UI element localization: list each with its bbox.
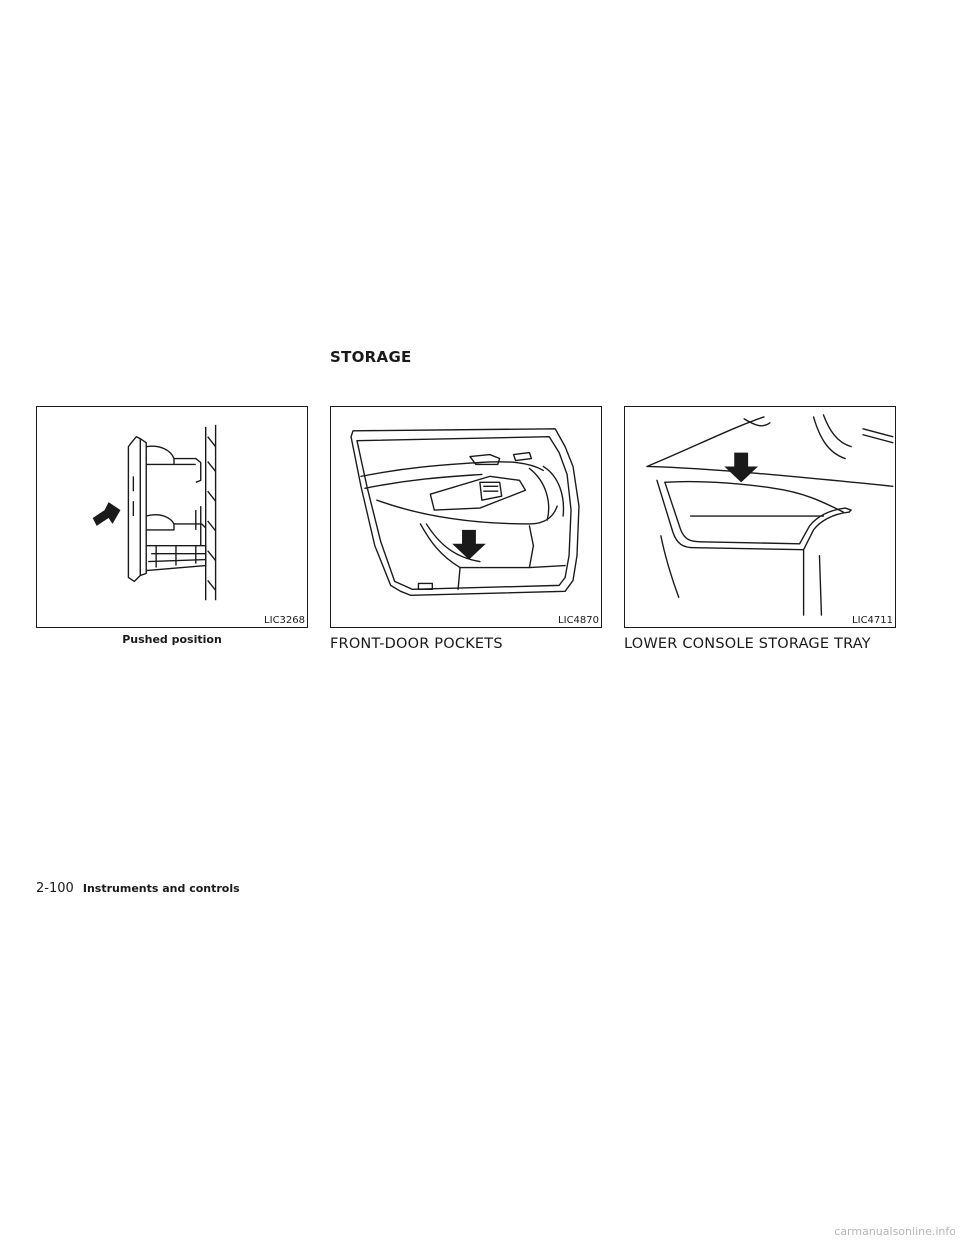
- arrow-icon: [452, 530, 486, 560]
- pushed-position-illustration: [37, 407, 307, 627]
- section-title: STORAGE: [330, 348, 412, 366]
- arrow-icon: [93, 502, 121, 526]
- figure-code: LIC3268: [264, 615, 305, 626]
- watermark: carmanualsonline.info: [834, 1225, 956, 1238]
- chapter-title: Instruments and controls: [82, 882, 240, 895]
- page-number: 2-100: [36, 881, 74, 896]
- figure-caption: LOWER CONSOLE STORAGE TRAY: [624, 636, 871, 652]
- figure-caption: Pushed position: [122, 633, 222, 646]
- figure-code: LIC4870: [558, 615, 599, 626]
- figure-lower-console-storage-tray: [624, 406, 896, 628]
- page-footer: [36, 877, 240, 896]
- figure-pushed-position: [36, 406, 308, 628]
- arrow-icon: [724, 453, 758, 483]
- figure-caption: FRONT-DOOR POCKETS: [330, 636, 503, 652]
- door-panel-illustration: [331, 407, 601, 627]
- figure-code: LIC4711: [852, 615, 893, 626]
- figure-front-door-pockets: [330, 406, 602, 628]
- console-tray-illustration: [625, 407, 895, 627]
